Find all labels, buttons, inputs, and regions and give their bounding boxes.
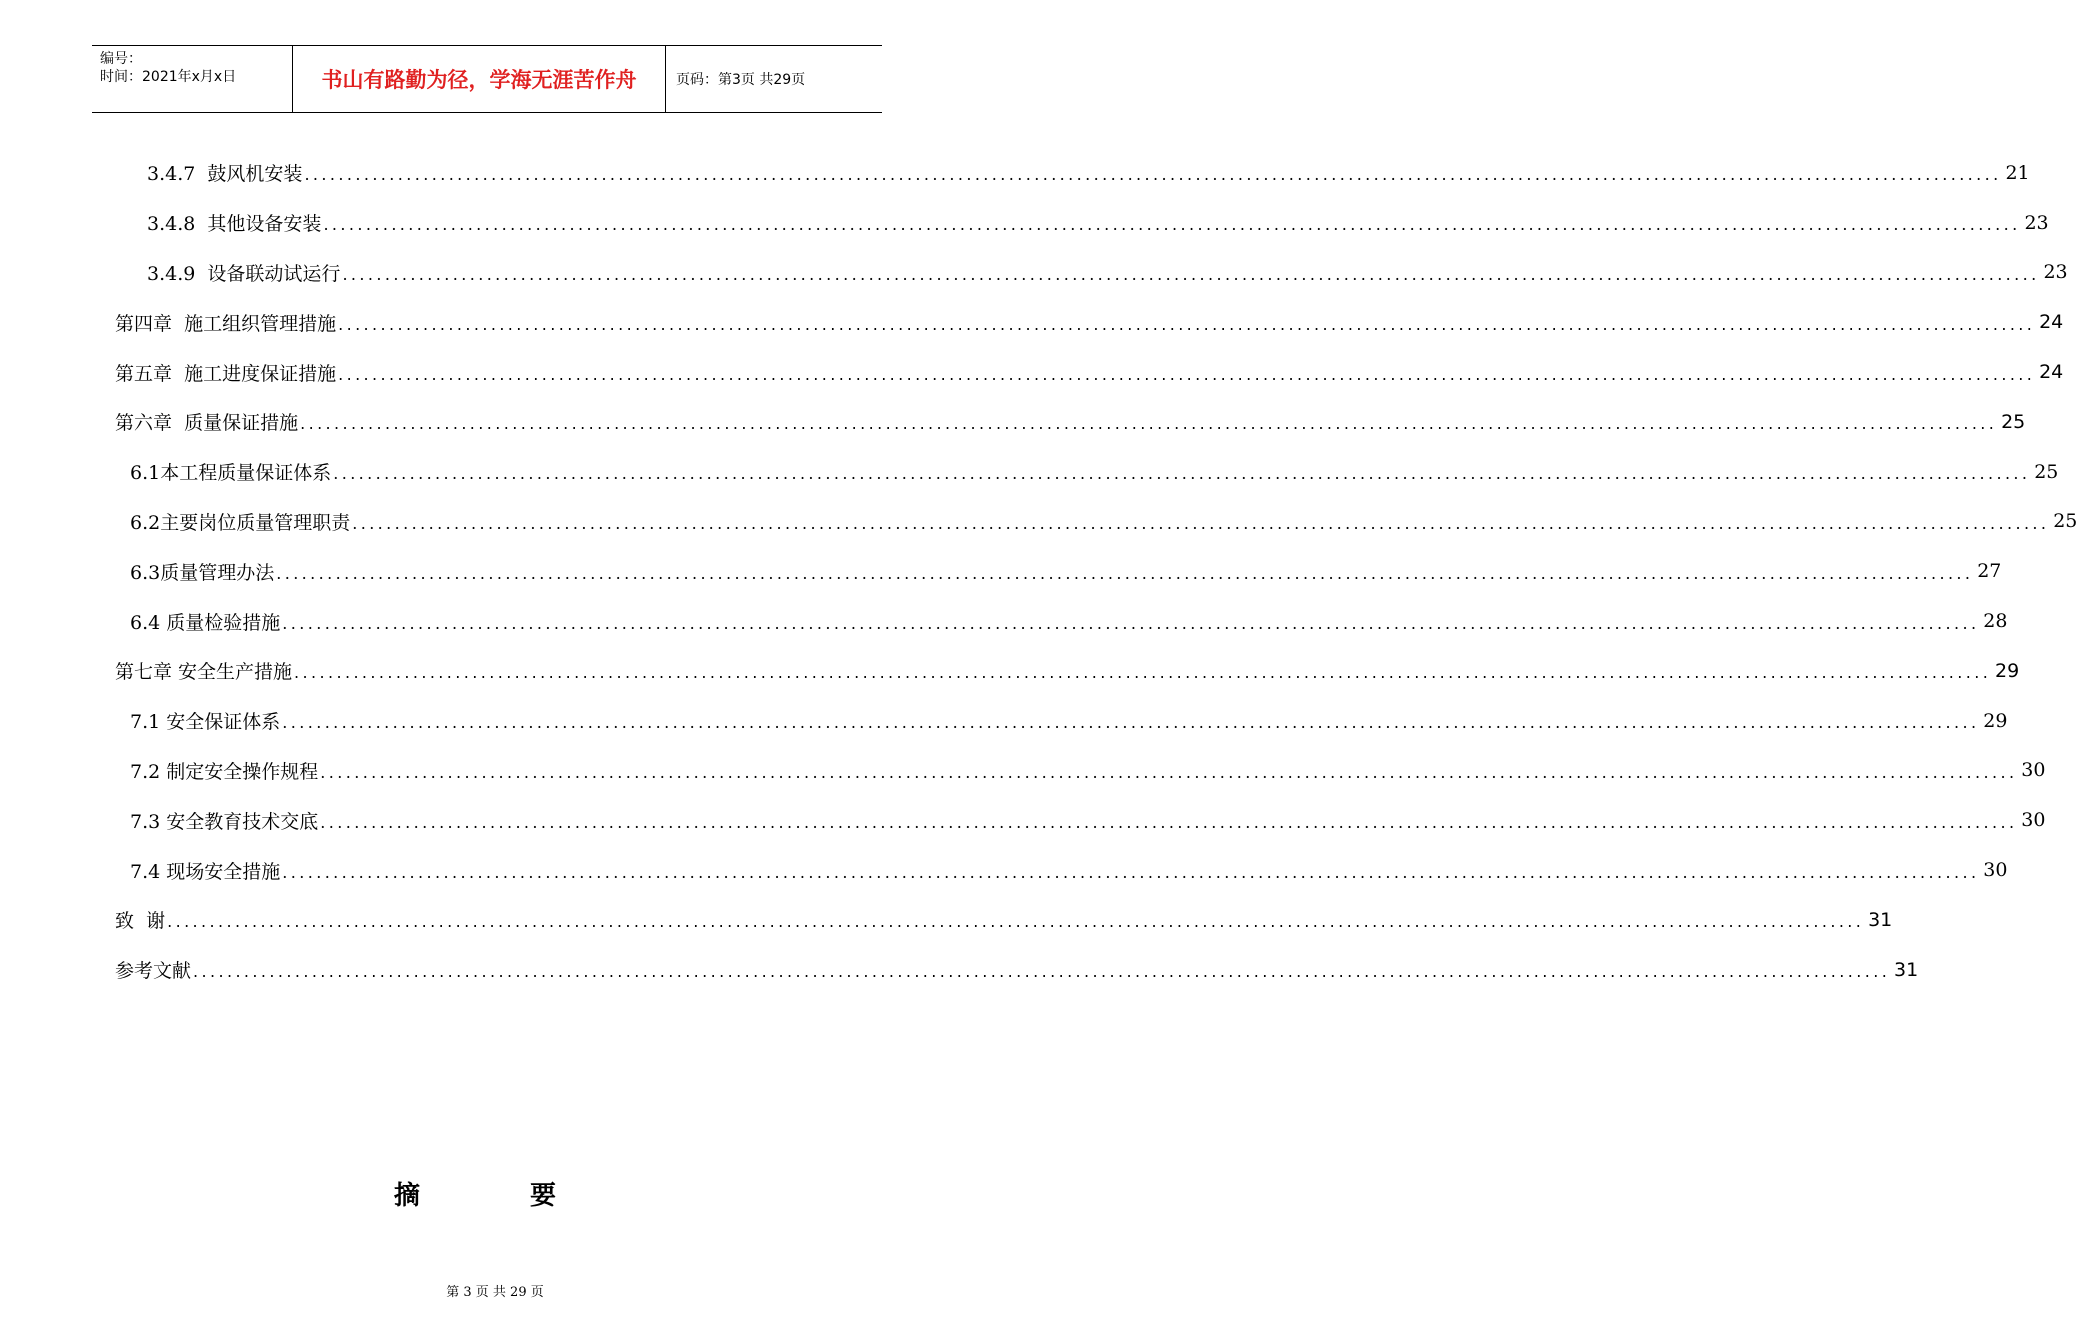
toc-entry[interactable] — [0, 646, 2020, 696]
toc-entry-page-number: 25 — [2053, 510, 2077, 533]
toc-leader-dots: ........................................................................................................................................................................................................ — [320, 812, 2018, 832]
toc-entry-title: 6.2主要岗位质量管理职责 — [130, 511, 351, 534]
toc-leader-dots: ........................................................................................................................................................................................................ — [193, 962, 1891, 982]
toc-entry-title: 7.1 安全保证体系 — [130, 711, 281, 734]
toc-entry-page-number: 30 — [2021, 759, 2046, 782]
toc-entry-title: 6.3质量管理办法 — [130, 561, 275, 584]
toc-entry-title: 第七章 安全生产措施 — [115, 661, 293, 684]
toc-entry[interactable] — [0, 945, 1919, 995]
toc-entry-page-number: 23 — [2024, 211, 2049, 234]
toc-entry-title: 7.2 制定安全操作规程 — [130, 760, 319, 783]
toc-leader-dots: ........................................................................................................................................................................................................ — [300, 414, 1998, 434]
header-page-label: 页码：第3页 共29页 — [676, 72, 806, 88]
toc-leader-dots: ........................................................................................................................................................................................................ — [282, 613, 1980, 633]
toc-entry-title: 第五章 施工进度保证措施 — [115, 362, 337, 385]
toc-entry-title: 6.4 质量检验措施 — [130, 611, 281, 634]
toc-entry-title: 3.4.7 鼓风机安装 — [147, 163, 303, 186]
toc-entry-title: 7.4 现场安全措施 — [130, 860, 281, 883]
toc-entry[interactable] — [0, 198, 2049, 248]
toc-entry[interactable] — [0, 795, 2046, 845]
toc-entry-page-number: 29 — [1995, 659, 2020, 682]
toc-leader-dots: ........................................................................................................................................................................................................ — [338, 314, 2036, 334]
toc-entry[interactable] — [0, 696, 2008, 746]
toc-leader-dots: ........................................................................................................................................................................................................ — [282, 862, 1980, 882]
toc-entry[interactable] — [0, 596, 2008, 646]
toc-entry[interactable] — [0, 447, 2059, 497]
toc-entry-page-number: 24 — [2039, 311, 2064, 334]
toc-entry-page-number: 31 — [1894, 958, 1919, 981]
toc-leader-dots: ........................................................................................................................................................................................................ — [167, 912, 1865, 932]
header-motto: 书山有路勤为径，学海无涯苦作舟 — [292, 46, 666, 112]
page-footer: 第 3 页 共 29 页 — [446, 1285, 544, 1300]
abstract-heading-char-2: 要 — [530, 1181, 557, 1211]
toc-leader-dots: ........................................................................................................................................................................................................ — [276, 563, 1974, 583]
toc-entry[interactable] — [0, 248, 2068, 298]
toc-entry-page-number: 23 — [2043, 261, 2068, 284]
toc-entry-page-number: 25 — [2001, 410, 2026, 433]
toc-entry[interactable] — [0, 397, 2026, 447]
toc-entry-page-number: 21 — [2005, 161, 2030, 184]
toc-leader-dots: ........................................................................................................................................................................................................ — [342, 264, 2040, 284]
header-meta — [92, 46, 292, 112]
toc-entry-page-number: 29 — [1983, 709, 2008, 732]
toc-entry-title: 参考文献 — [115, 960, 192, 983]
abstract-heading-char-1: 摘 — [393, 1181, 420, 1211]
toc-leader-dots: ........................................................................................................................................................................................................ — [320, 762, 2018, 782]
toc-entry[interactable] — [0, 497, 2077, 547]
toc-entry-page-number: 27 — [1977, 560, 2002, 583]
toc-entry-title: 致 谢 — [115, 910, 166, 933]
document-number-label: 编号： — [100, 51, 142, 67]
toc-entry-title: 7.3 安全教育技术交底 — [130, 810, 319, 833]
toc-leader-dots: ........................................................................................................................................................................................................ — [323, 215, 2021, 235]
toc-entry-page-number: 25 — [2034, 460, 2059, 483]
toc-entry[interactable] — [0, 546, 2002, 596]
toc-entry-page-number: 24 — [2039, 361, 2064, 384]
toc-entry-page-number: 28 — [1983, 610, 2008, 633]
toc-leader-dots: ........................................................................................................................................................................................................ — [338, 364, 2036, 384]
toc-leader-dots: ........................................................................................................................................................................................................ — [333, 464, 2031, 484]
toc-leader-dots: ........................................................................................................................................................................................................ — [282, 713, 1980, 733]
toc-leader-dots: ........................................................................................................................................................................................................ — [304, 165, 2002, 185]
toc-entry-title: 3.4.8 其他设备安装 — [147, 213, 322, 236]
toc-entry[interactable] — [0, 347, 2064, 397]
toc-entry[interactable] — [0, 895, 1893, 945]
toc-entry-page-number: 31 — [1868, 908, 1893, 931]
abstract-heading — [0, 1175, 950, 1212]
page-header — [92, 45, 882, 113]
toc-entry-title: 6.1本工程质量保证体系 — [130, 462, 332, 485]
toc-leader-dots: ........................................................................................................................................................................................................ — [352, 513, 2050, 533]
toc-entry-page-number: 30 — [1983, 859, 2008, 882]
toc-entry[interactable] — [0, 746, 2046, 796]
toc-entry-title: 第四章 施工组织管理措施 — [115, 312, 337, 335]
document-time-label: 时间：2021年x月x日 — [100, 69, 237, 85]
toc-entry-title: 第六章 质量保证措施 — [115, 412, 299, 435]
toc-entry[interactable] — [0, 845, 2008, 895]
toc-entry[interactable] — [0, 148, 2030, 198]
toc-entry[interactable] — [0, 297, 2064, 347]
table-of-contents — [0, 148, 2077, 995]
toc-entry-page-number: 30 — [2021, 809, 2046, 832]
toc-leader-dots: ........................................................................................................................................................................................................ — [294, 663, 1992, 683]
toc-entry-title: 3.4.9 设备联动试运行 — [147, 262, 341, 285]
